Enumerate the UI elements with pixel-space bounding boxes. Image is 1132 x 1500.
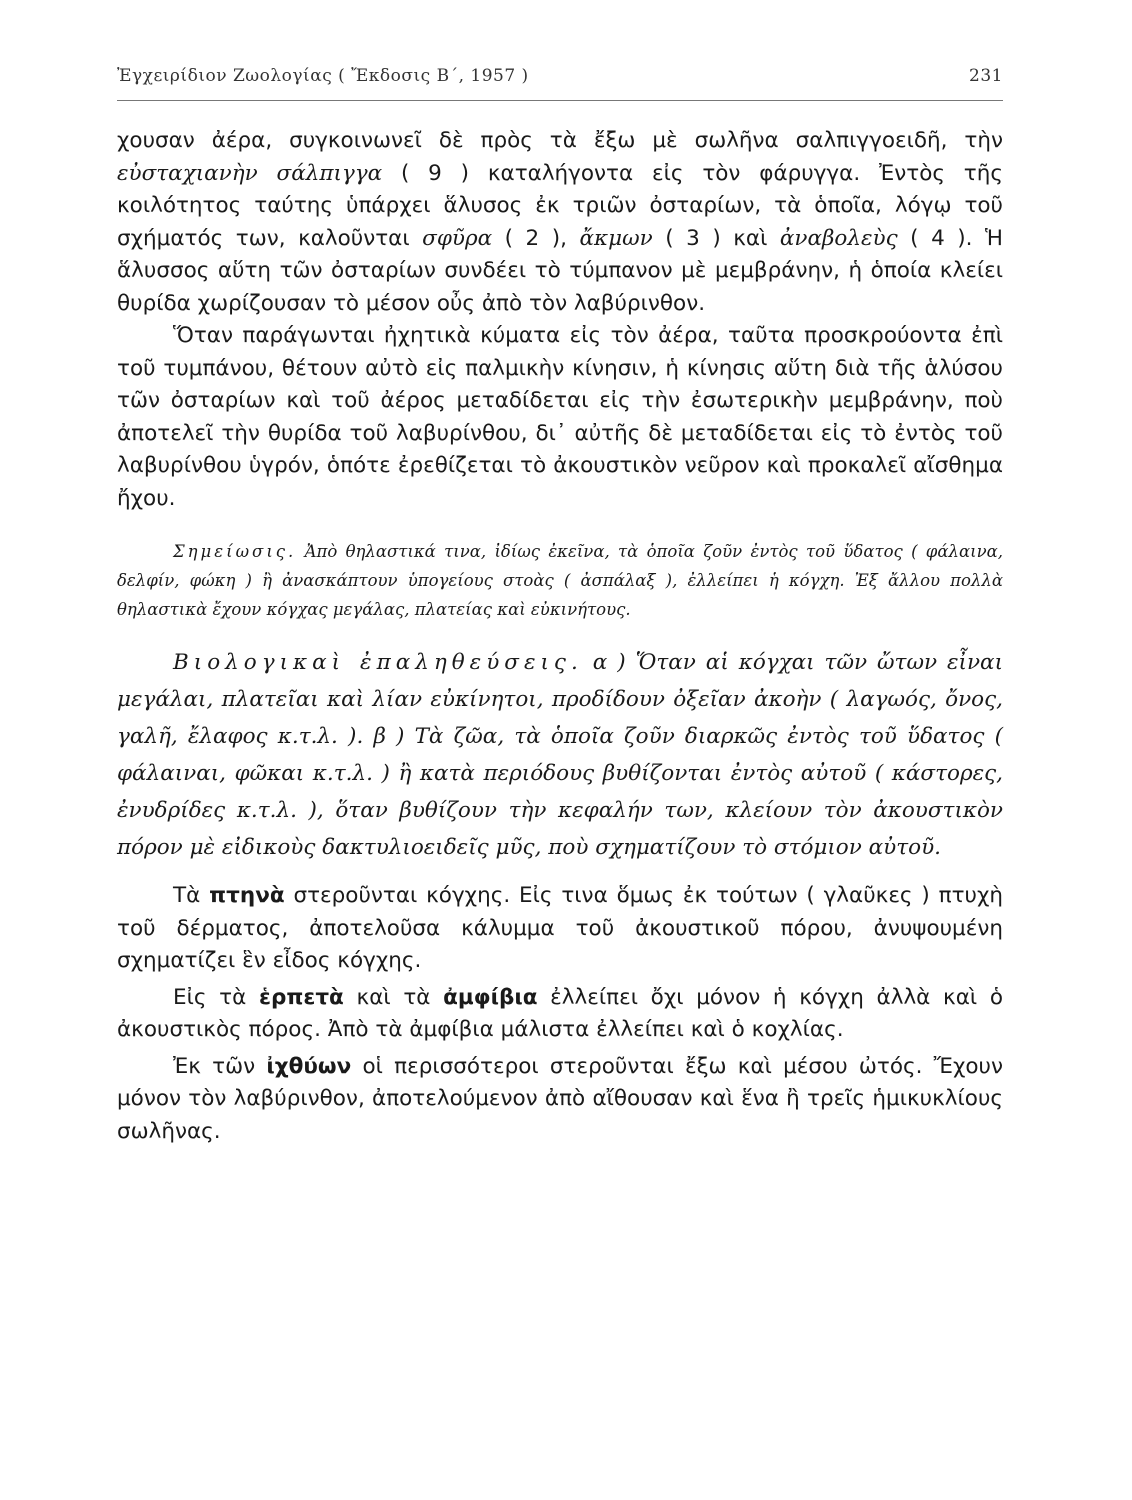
page-number: 231: [969, 66, 1003, 86]
bio-label: Βιολογικαὶ ἐπαληθεύσεις.: [173, 650, 583, 675]
text-run: καὶ τὰ: [343, 984, 444, 1010]
running-header: [117, 66, 1003, 86]
paragraph-fishes: [117, 1051, 1003, 1149]
note-paragraph: [117, 537, 1003, 624]
term-reptiles: ἑρπετὰ: [259, 984, 344, 1010]
text-run: ( 2 ),: [492, 225, 580, 251]
page-body: [117, 125, 1003, 1148]
biological-verifications-paragraph: [117, 644, 1003, 866]
term-eustachian-tube: εὐσταχιανὴν σάλπιγγα: [117, 160, 383, 186]
term-birds: πτηνὰ: [209, 883, 285, 908]
paragraph-ear-anatomy: [117, 125, 1003, 320]
header-rule: [117, 100, 1003, 101]
term-fishes: ἰχθύων: [266, 1053, 352, 1079]
bio-text: α ) Ὅταν αἱ κόγχαι τῶν ὤτων εἶναι μεγάλαι, πλατεῖαι καὶ λίαν εὐκίνητοι, προδίδουν ὀξεῖαν ἀκοὴν ( λαγωός, ὄνος, γαλῆ, ἔλαφος κ.τ.λ. ). β ) Τὰ ζῶα, τὰ ὁποῖα ζοῦν διαρκῶς ἐντὸς τοῦ ὕδατος ( φάλαιναι, φῶκαι κ.τ.λ. ) ἢ κατὰ περιόδους βυθίζονται ἐντὸς αὐτοῦ ( κάστορες, ἐνυδρίδες κ.τ.λ. ), ὅταν βυθίζουν τὴν κεφαλήν των, κλείουν τὸν ἀκουστικὸν πόρον μὲ εἰδικοὺς δακτυλιοειδεῖς μῦς, ποὺ σχηματίζουν τὸ στόμιον αὐτοῦ.: [117, 650, 1003, 860]
running-title: Ἐγχειρίδιον Ζωολογίας ( Ἔκδοσις Β΄, 1957 ): [117, 66, 529, 86]
paragraph-sound-transmission: Ὅταν παράγωνται ἠχητικὰ κύματα εἰς τὸν ἀέρα, ταῦτα προσκρούοντα ἐπὶ τοῦ τυμπάνου, θέτουν αὐτὸ εἰς παλμικὴν κίνησιν, ἡ κίνησις αὕτη διὰ τῆς ἁλύσου τῶν ὀσταρίων καὶ τοῦ ἀέρος μεταδίδεται εἰς τὴν ἐσωτερικὴν μεμβράνην, ποὺ ἀποτελεῖ τὴν θυρίδα τοῦ λαβυρίνθου, δι᾽ αὐτῆς δὲ μεταδίδεται εἰς τὸ ἐντὸς τοῦ λαβυρίνθου ὑγρόν, ὁπότε ἐρεθίζεται τὸ ἀκουστικὸν νεῦρον καὶ προκαλεῖ αἴσθημα ἤχου.: [117, 323, 1003, 511]
note-label: Σημείωσις.: [173, 542, 297, 561]
term-malleus: σφῦρα: [422, 225, 493, 251]
paragraph-birds: [117, 880, 1003, 978]
text-run: οἱ περισσότεροι στεροῦνται ἔξω καὶ μέσου ὠτός. Ἔχουν μόνον τὸν λαβύρινθον, ἀποτελούμενον ἀπὸ αἴθουσαν καὶ ἕνα ἢ τρεῖς ἡμικυκλίους σωλῆνας.: [117, 1053, 1003, 1144]
text-run: στεροῦνται κόγχης. Εἰς τινα ὅμως ἐκ τούτων ( γλαῦκες ) πτυχὴ τοῦ δέρματος, ἀποτελοῦσα κάλυμμα τοῦ ἀκουστικοῦ πόρου, ἀνυψουμένη σχηματίζει ἓν εἶδος κόγχης.: [117, 883, 1003, 973]
text-run: ( 3 ) καὶ: [652, 225, 780, 251]
text-run: ἐλλείπει ὄχι μόνον ἡ κόγχη ἀλλὰ καὶ ὁ ἀκουστικὸς πόρος. Ἀπὸ τὰ ἀμφίβια μάλιστα ἐλλείπει καὶ ὁ κοχλίας.: [117, 984, 1003, 1042]
term-stapes: ἀναβολεὺς: [779, 225, 898, 251]
text-run: Ἐκ τῶν: [173, 1053, 267, 1079]
term-amphibians: ἀμφίβια: [443, 984, 538, 1010]
term-incus: ἄκμων: [579, 225, 653, 251]
text-run: Εἰς τὰ: [173, 984, 259, 1010]
note-text: Ἀπὸ θηλαστικά τινα, ἰδίως ἐκεῖνα, τὰ ὁποῖα ζοῦν ἐντὸς τοῦ ὕδατος ( φάλαινα, δελφίν, φώκη ) ἢ ἀνασκάπτουν ὑπογείους στοὰς ( ἀσπάλαξ ), ἐλλείπει ἡ κόγχη. Ἐξ ἄλλου πολλὰ θηλαστικὰ ἔχουν κόγχας μεγάλας, πλατείας καὶ εὐκινήτους.: [117, 542, 1003, 619]
text-run: Τὰ: [173, 883, 210, 908]
text-run: ( 4 ). Ἡ ἅλυσσος αὕτη τῶν ὀσταρίων συνδέει τὸ τύμπανον μὲ μεμβράνην, ἡ ὁποία κλείει θυρίδα χωρίζουσαν τὸ μέσον οὖς ἀπὸ τὸν λαβύρινθον.: [117, 225, 1003, 316]
text-run: ( 9 ) καταλήγοντα εἰς τὸν φάρυγγα. Ἐντὸς τῆς κοιλότητος ταύτης ὑπάρχει ἅλυσος ἐκ τριῶν ὀσταρίων, τὰ ὁποῖα, λόγῳ τοῦ σχήματός των, καλοῦνται: [117, 160, 1003, 251]
text-run: χουσαν ἀέρα, συγκοινωνεῖ δὲ πρὸς τὰ ἔξω μὲ σωλῆνα σαλπιγγοειδῆ, τὴν: [117, 128, 1003, 153]
paragraph-reptiles-amphibians: [117, 982, 1003, 1047]
